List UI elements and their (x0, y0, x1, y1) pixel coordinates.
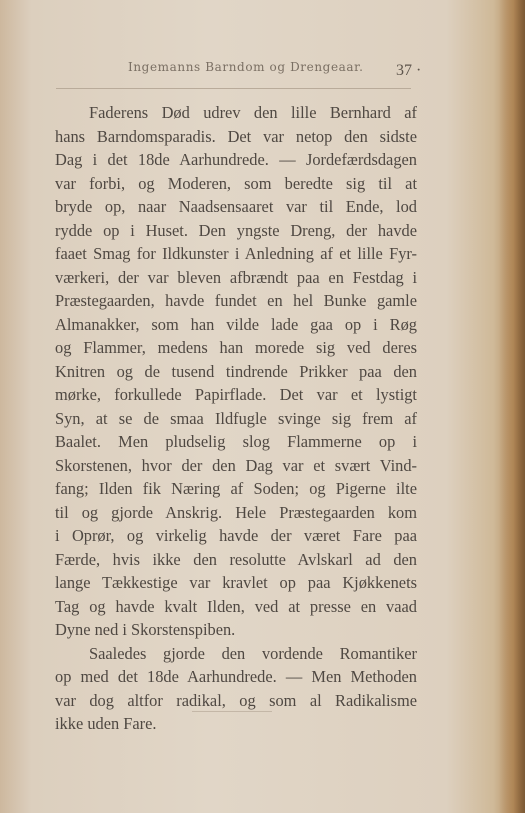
text-line: fang; Ilden fik Næring af Soden; og Pigerne ilte (55, 479, 417, 498)
text-line: op med det 18de Aarhundrede. — Men Methoden (55, 667, 417, 686)
text-line: faaet Smag for Ildkunster i Anledning af et lille Fyr- (55, 244, 417, 263)
section-end-rule (192, 711, 272, 712)
text-line: værkeri, der var bleven afbrændt paa en Festdag i (55, 267, 417, 287)
text-line: Faderens Død udrev den lille Bernhard af (89, 103, 417, 122)
text-line: Færde, hvis ikke den resolutte Avlskarl ad den (55, 549, 417, 569)
text-line: til og gjorde Anskrig. Hele Præstegaarden kom (55, 502, 417, 522)
text-line: Knitren og de tusend tindrende Prikker paa den (55, 361, 417, 381)
running-head: Ingemanns Barndom og Drengeaar. (128, 60, 364, 74)
text-line: Syn, at se de smaa Ildfugle svinge sig frem af (55, 408, 417, 428)
text-line: Tag og havde kvalt Ilden, ved at presse en vaad (55, 596, 417, 616)
text-line: og Flammer, medens han morede sig ved deres (55, 338, 417, 357)
header-rule (56, 88, 411, 89)
text-line: bryde op, naar Naadsensaaret var til Ende, lod (55, 197, 417, 216)
text-line: rydde op i Huset. Den yngste Dreng, der havde (55, 220, 417, 240)
text-line: Saaledes gjorde den vordende Romantiker (89, 643, 417, 663)
text-line: Baalet. Men pludselig slog Flammerne op i (55, 432, 417, 451)
page-number: 37 · (396, 62, 422, 79)
text-line: lange Tækkestige var kravlet op paa Kjøkkenets (55, 573, 417, 592)
text-line: var dog altfor radikal, og som al Radikalisme (55, 690, 417, 710)
text-line: mørke, forkullede Papirflade. Det var et lystigt (55, 385, 417, 404)
text-line: hans Barndomsparadis. Det var netop den sidste (55, 126, 417, 146)
text-line: Dag i det 18de Aarhundrede. — Jordefærdsdagen (55, 150, 417, 169)
text-line: Skorstenen, hvor der den Dag var et svært Vind- (55, 455, 417, 475)
text-line: Præstegaarden, havde fundet en hel Bunke gamle (55, 291, 417, 310)
text-line: Dyne ned i Skorstenspiben. (55, 620, 236, 639)
text-line: ikke uden Fare. (55, 714, 157, 733)
body-text (55, 101, 417, 736)
text-line: i Oprør, og virkelig havde der været Fare paa (55, 526, 417, 545)
page-edge-shadow (499, 0, 525, 813)
text-line: Almanakker, som han vilde lade gaa op i Røg (55, 314, 417, 334)
text-line: var forbi, og Moderen, som beredte sig til at (55, 173, 417, 193)
